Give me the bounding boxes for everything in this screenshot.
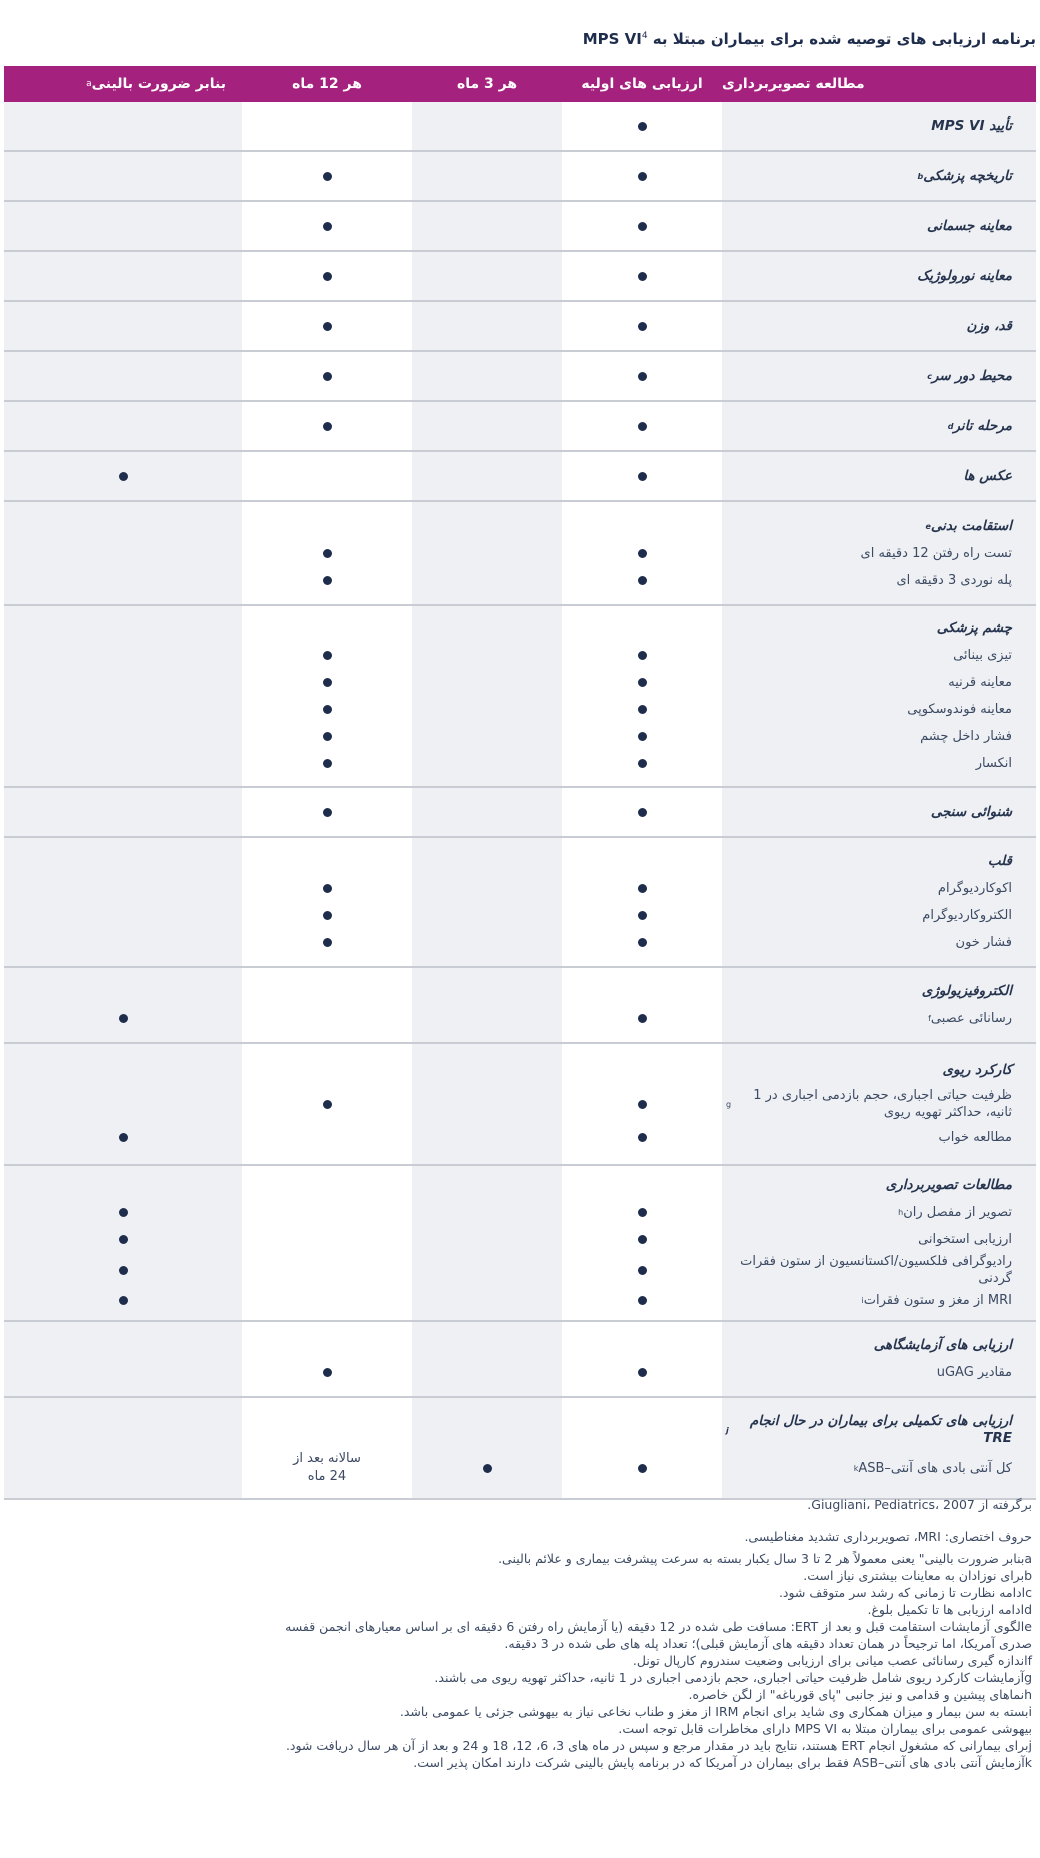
assessment-label — [722, 1253, 1036, 1287]
cell-initial — [562, 911, 722, 920]
table-row — [4, 838, 1036, 968]
bullet-dot-icon — [323, 549, 332, 558]
bullet-dot-icon — [638, 1014, 647, 1023]
assessment-line — [4, 1226, 1036, 1253]
assessment-label — [722, 368, 1036, 385]
assessment-label — [722, 418, 1036, 435]
footnote: jبرای بیمارانی که مشغول انجام ERT هستند، نتایج باید در مقدار مرجع و سپس در ماه های 3، 6، 12، 18 و 24 و بعد از آن هر سال دریافت شود. — [285, 1738, 1032, 1753]
table-row — [4, 302, 1036, 352]
bullet-dot-icon — [638, 1266, 647, 1275]
assessment-line — [4, 263, 1036, 290]
bullet-dot-icon — [119, 1235, 128, 1244]
bullet-dot-icon — [119, 472, 128, 481]
assessment-label — [722, 268, 1036, 285]
footnote: hنماهای پیشین و قدامی و نیز جانبی "پای قورباغه" از لگن خاصره. — [688, 1687, 1032, 1702]
assessment-label — [722, 620, 1036, 637]
assessment-line — [4, 1450, 1036, 1486]
assessment-label — [722, 1292, 1036, 1309]
footnote-marker: g — [726, 1099, 732, 1109]
assessment-label-text: محیط دور سر — [931, 367, 1012, 384]
footnote-marker: d — [947, 421, 954, 431]
assessment-label-text: ارزیابی های تکمیلی برای بیماران در حال انجام TRE — [749, 1413, 1012, 1446]
footnote: kآزمایش آنتی بادی های آنتی–ASB فقط برای بیماران در آمریکا که در برنامه پایش بالینی شرکت دارند امکان پذیر است. — [413, 1755, 1032, 1770]
assessment-label — [722, 1231, 1036, 1248]
assessment-label-text: کارکرد ریوی — [942, 1062, 1012, 1078]
bullet-dot-icon — [323, 759, 332, 768]
assessment-label-text: فشار خون — [955, 935, 1012, 950]
cell-clinical-need — [4, 1014, 242, 1023]
cell-clinical-need — [4, 1235, 242, 1244]
assessment-label-text: تأیید MPS VI — [931, 117, 1012, 134]
group-header — [4, 1332, 1036, 1359]
assessment-label — [722, 1087, 1036, 1121]
table-row — [4, 1398, 1036, 1500]
assessment-label-text: چشم پزشکی — [936, 620, 1012, 636]
cell-initial — [562, 1133, 722, 1142]
assessment-label — [722, 1129, 1036, 1146]
assessment-label — [722, 755, 1036, 772]
assessment-label-text: الکتروکاردیوگرام — [922, 908, 1012, 923]
assessment-label — [722, 168, 1036, 185]
cell-12-months — [242, 576, 412, 585]
cell-12-months — [242, 272, 412, 281]
assessment-label-text: انکسار — [975, 756, 1012, 771]
assessment-line — [4, 1287, 1036, 1314]
bullet-dot-icon — [323, 172, 332, 181]
footnote: bبرای نوزادان به معاینات بیشتری نیاز است. — [803, 1568, 1032, 1583]
assessment-label — [722, 880, 1036, 897]
group-header — [4, 615, 1036, 642]
cell-12-months — [242, 938, 412, 947]
bullet-dot-icon — [638, 576, 647, 585]
cell-initial — [562, 222, 722, 231]
cell-12-months — [242, 911, 412, 920]
assessment-label — [722, 118, 1036, 135]
footnote: fاندازه گیری رسانائی عصب میانی برای ارزیابی وضعیت سندروم کارپال تونل. — [632, 1653, 1032, 1668]
bullet-dot-icon — [119, 1266, 128, 1275]
cell-initial — [562, 808, 722, 817]
assessment-label — [722, 728, 1036, 745]
bullet-dot-icon — [638, 911, 647, 920]
bullet-dot-icon — [119, 1296, 128, 1305]
assessment-label — [722, 218, 1036, 235]
bullet-dot-icon — [638, 759, 647, 768]
assessment-label-text: الکتروفیزیولوژی — [921, 983, 1012, 999]
cell-initial — [562, 1100, 722, 1109]
cell-12-months — [242, 884, 412, 893]
cell-clinical-need — [4, 1133, 242, 1142]
assessment-label — [722, 983, 1036, 1000]
cell-clinical-need — [4, 1208, 242, 1217]
assessment-line — [4, 163, 1036, 190]
assessment-line — [4, 902, 1036, 929]
group-header — [4, 1057, 1036, 1084]
bullet-dot-icon — [323, 911, 332, 920]
cell-initial — [562, 322, 722, 331]
footnote-marker: c — [927, 371, 932, 381]
table-row — [4, 1322, 1036, 1398]
assessment-label — [722, 545, 1036, 562]
col-every-3-months: هر 3 ماه — [456, 76, 518, 92]
bullet-dot-icon — [638, 422, 647, 431]
annual-after-24-months-note: سالانه بعد از 24 ماه — [293, 1451, 361, 1484]
table-row — [4, 352, 1036, 402]
bullet-dot-icon — [323, 422, 332, 431]
footnote: بیهوشی عمومی برای بیماران مبتلا به MPS VI دارای مخاطرات قابل توجه است. — [618, 1721, 1032, 1736]
cell-12-months — [242, 172, 412, 181]
assessment-line — [4, 567, 1036, 594]
cell-12-months — [242, 732, 412, 741]
bullet-dot-icon — [483, 1464, 492, 1473]
col-initial-assessment: ارزیابی های اولیه — [581, 76, 703, 92]
cell-12-months — [242, 651, 412, 660]
cell-12-months — [242, 1450, 412, 1486]
title-text: برنامه ارزیابی های توصیه شده برای بیماران مبتلا به MPS VI — [582, 30, 1036, 48]
footnote-list — [8, 1550, 1032, 1771]
source-note: برگرفته از Giugliani، Pediatrics، 2007. — [807, 1497, 1032, 1512]
footnote: eالگوی آزمایشات استقامت قبل و بعد از ERT: مسافت طی شده در 12 دقیقه (یا آزمایش راه رفتن 6 دقیقه ای بر اساس معیارهای انجمن قفسه — [285, 1619, 1032, 1634]
assessment-line — [4, 669, 1036, 696]
table-row — [4, 152, 1036, 202]
bullet-dot-icon — [638, 938, 647, 947]
assessment-label — [722, 804, 1036, 821]
cell-initial — [562, 549, 722, 558]
bullet-dot-icon — [119, 1208, 128, 1217]
bullet-dot-icon — [638, 1235, 647, 1244]
cell-clinical-need — [4, 472, 242, 481]
cell-initial — [562, 372, 722, 381]
bullet-dot-icon — [638, 372, 647, 381]
assessment-line — [4, 1084, 1036, 1124]
cell-initial — [562, 732, 722, 741]
assessment-label — [722, 674, 1036, 691]
assessment-label — [722, 1337, 1036, 1354]
assessment-label — [722, 318, 1036, 335]
cell-initial — [562, 678, 722, 687]
cell-clinical-need — [4, 1266, 242, 1275]
bullet-dot-icon — [323, 808, 332, 817]
page-title — [6, 30, 1036, 48]
bullet-dot-icon — [638, 884, 647, 893]
cell-clinical-need — [4, 1296, 242, 1305]
assessment-line — [4, 929, 1036, 956]
assessment-label — [722, 1364, 1036, 1381]
table-row — [4, 502, 1036, 606]
table-row — [4, 1166, 1036, 1322]
footnote: gآزمایشات کارکرد ریوی شامل ظرفیت حیاتی اجباری، حجم بازدمی اجباری در 1 ثانیه، حداکثر تهویه ریوی می باشند. — [434, 1670, 1032, 1685]
bullet-dot-icon — [323, 322, 332, 331]
cell-12-months — [242, 678, 412, 687]
assessment-label-text: قد، وزن — [966, 317, 1012, 334]
cell-12-months — [242, 808, 412, 817]
table-row — [4, 606, 1036, 788]
assessment-label — [722, 701, 1036, 718]
assessment-label-text: اکوکاردیوگرام — [937, 881, 1012, 896]
assessment-line — [4, 1199, 1036, 1226]
bullet-dot-icon — [119, 1014, 128, 1023]
assessment-line — [4, 1359, 1036, 1386]
bullet-dot-icon — [638, 122, 647, 131]
assessment-label-text: ظرفیت حیاتی اجباری، حجم بازدمی اجباری در 1 ثانیه، حداکثر تهویه ریوی — [753, 1088, 1012, 1120]
assessment-line — [4, 1253, 1036, 1287]
assessment-label-text: رسانائی عصبی — [930, 1011, 1012, 1026]
bullet-dot-icon — [323, 222, 332, 231]
bullet-dot-icon — [638, 1464, 647, 1473]
assessment-label-text: مقادیر uGAG — [936, 1365, 1012, 1380]
bullet-dot-icon — [638, 272, 647, 281]
assessment-label — [722, 572, 1036, 589]
assessment-label-text: تصویر از مفصل ران — [903, 1205, 1012, 1220]
bullet-dot-icon — [638, 808, 647, 817]
footnotes — [8, 1496, 1032, 1771]
assessment-label-text: معاینه نورولوژیک — [917, 267, 1012, 284]
bullet-dot-icon — [638, 222, 647, 231]
cell-initial — [562, 884, 722, 893]
bullet-dot-icon — [638, 1208, 647, 1217]
cell-12-months — [242, 222, 412, 231]
cell-12-months — [242, 705, 412, 714]
assessment-label — [722, 853, 1036, 870]
footnote-marker: b — [917, 171, 924, 181]
cell-initial — [562, 1235, 722, 1244]
footnote: aبنابر ضرورت بالینی" یعنی معمولاً هر 2 تا 3 سال یکبار بسته به سرعت پیشرفت بیماری و علائم بالینی. — [498, 1551, 1032, 1566]
table-row — [4, 202, 1036, 252]
col-clinical-need-sup: a — [86, 79, 92, 89]
table-body — [4, 102, 1036, 1500]
bullet-dot-icon — [638, 1368, 647, 1377]
cell-initial — [562, 272, 722, 281]
assessment-label-text: مطالعات تصویربرداری — [885, 1177, 1012, 1193]
bullet-dot-icon — [323, 1100, 332, 1109]
footnote-marker: f — [928, 1014, 931, 1023]
bullet-dot-icon — [638, 1100, 647, 1109]
cell-12-months — [242, 422, 412, 431]
col-every-12-months: هر 12 ماه — [292, 76, 362, 92]
bullet-dot-icon — [119, 1133, 128, 1142]
cell-12-months — [242, 1100, 412, 1109]
col-clinical-need-label: بنابر ضرورت بالینی — [91, 76, 226, 92]
assessment-label-text: تیزی بینائی — [953, 648, 1012, 663]
assessment-label-text: MRI از مغز و ستون فقرات — [863, 1293, 1012, 1308]
bullet-dot-icon — [638, 651, 647, 660]
assessment-line — [4, 463, 1036, 490]
group-header — [4, 1410, 1036, 1450]
footnote-marker: k — [853, 1463, 859, 1473]
assessment-line — [4, 213, 1036, 240]
bullet-dot-icon — [638, 472, 647, 481]
col-clinical-need — [4, 66, 242, 102]
cell-initial — [562, 1296, 722, 1305]
footnote: صدری آمریکا، اما ترجیحاً در همان تعداد دقیقه های آزمایش قبلی)؛ تعداد پله های طی شده در 3 دقیقه. — [504, 1636, 1032, 1651]
cell-initial — [562, 576, 722, 585]
assessment-label-text: تست راه رفتن 12 دقیقه ای — [860, 545, 1012, 561]
cell-3-months — [412, 1464, 562, 1473]
bullet-dot-icon — [638, 1296, 647, 1305]
assessment-label-text: شنوائی سنجی — [930, 803, 1012, 820]
cell-initial — [562, 122, 722, 131]
cell-initial — [562, 1464, 722, 1473]
bullet-dot-icon — [323, 678, 332, 687]
cell-initial — [562, 759, 722, 768]
bullet-dot-icon — [323, 732, 332, 741]
bullet-dot-icon — [638, 678, 647, 687]
assessment-label — [722, 1413, 1036, 1447]
footnote: iبسته به سن بیمار و میزان همکاری وی شاید برای انجام IRM از مغز و طناب نخاعی نیاز به بیهوشی جزئی یا عمومی باشد. — [399, 1704, 1032, 1719]
bullet-dot-icon — [323, 372, 332, 381]
bullet-dot-icon — [323, 651, 332, 660]
assessment-label — [722, 1010, 1036, 1027]
table-header — [4, 66, 1036, 102]
cell-12-months — [242, 322, 412, 331]
assessment-label-text: تاریخچه پزشکی — [923, 167, 1012, 184]
bullet-dot-icon — [638, 322, 647, 331]
bullet-dot-icon — [638, 549, 647, 558]
assessment-label-text: ارزیابی استخوانی — [918, 1232, 1012, 1247]
group-header — [4, 848, 1036, 875]
assessment-label-text: مطالعه خواب — [938, 1130, 1012, 1145]
assessment-line — [4, 642, 1036, 669]
cell-initial — [562, 651, 722, 660]
assessment-line — [4, 540, 1036, 567]
bullet-dot-icon — [323, 1368, 332, 1377]
assessment-label — [722, 1177, 1036, 1194]
assessment-label — [722, 1062, 1036, 1079]
footnote: dادامه ارزیابی ها تا تکمیل بلوغ. — [867, 1602, 1032, 1617]
assessment-line — [4, 696, 1036, 723]
assessment-line — [4, 750, 1036, 777]
cell-initial — [562, 1208, 722, 1217]
cell-initial — [562, 1266, 722, 1275]
assessment-line — [4, 723, 1036, 750]
assessment-line — [4, 1005, 1036, 1032]
assessment-line — [4, 363, 1036, 390]
bullet-dot-icon — [638, 172, 647, 181]
group-header — [4, 978, 1036, 1005]
assessment-label-text: رادیوگرافی فلکسیون/اکستانسیون از ستون فقرات گردنی — [740, 1254, 1012, 1286]
assessment-label — [722, 647, 1036, 664]
cell-12-months — [242, 1368, 412, 1377]
group-header — [4, 513, 1036, 540]
bullet-dot-icon — [638, 1133, 647, 1142]
bullet-dot-icon — [638, 732, 647, 741]
assessment-line — [4, 1124, 1036, 1151]
assessment-label-text: استقامت بدنی — [930, 517, 1012, 534]
assessment-label — [722, 468, 1036, 485]
assessment-line — [4, 413, 1036, 440]
footnote: cادامه نظارت تا زمانی که رشد سر متوقف شود. — [778, 1585, 1032, 1600]
assessment-label-text: ارزیابی های آزمایشگاهی — [873, 1337, 1012, 1353]
cell-initial — [562, 172, 722, 181]
footnote-marker: e — [925, 521, 931, 531]
cell-12-months — [242, 372, 412, 381]
assessment-line — [4, 799, 1036, 826]
table-row — [4, 968, 1036, 1044]
abbreviations-note: حروف اختصاری: MRI، تصویربرداری تشدید مغناطیسی. — [744, 1529, 1032, 1544]
table-row — [4, 788, 1036, 838]
assessment-label — [722, 1460, 1036, 1477]
col-imaging-study: مطالعه تصویربرداری — [722, 76, 865, 92]
assessment-label — [722, 518, 1036, 535]
bullet-dot-icon — [323, 576, 332, 585]
cell-initial — [562, 422, 722, 431]
table-row — [4, 252, 1036, 302]
cell-initial — [562, 705, 722, 714]
cell-12-months — [242, 759, 412, 768]
table-row — [4, 1044, 1036, 1166]
footnote-marker: j — [726, 1425, 729, 1435]
assessment-label-text: مرحله تانر — [953, 417, 1012, 434]
assessment-label-text: فشار داخل چشم — [920, 729, 1012, 744]
cell-12-months — [242, 549, 412, 558]
assessment-line — [4, 313, 1036, 340]
cell-initial — [562, 1368, 722, 1377]
assessment-label-text: قلب — [987, 853, 1012, 869]
title-superscript: 4 — [641, 31, 648, 41]
bullet-dot-icon — [323, 272, 332, 281]
assessment-label-text: معاینه جسمانی — [927, 217, 1012, 234]
group-header — [4, 1172, 1036, 1199]
bullet-dot-icon — [323, 705, 332, 714]
bullet-dot-icon — [323, 938, 332, 947]
cell-initial — [562, 938, 722, 947]
assessment-line — [4, 875, 1036, 902]
table-row — [4, 102, 1036, 152]
assessment-table — [4, 66, 1036, 1500]
assessment-label — [722, 907, 1036, 924]
assessment-label-text: عکس ها — [963, 467, 1012, 484]
assessment-label — [722, 1204, 1036, 1221]
cell-initial — [562, 1014, 722, 1023]
footnote-marker: i — [861, 1296, 864, 1305]
assessment-label-text: معاینه فوندوسکوپی — [907, 702, 1012, 717]
assessment-label-text: کل آنتی بادی های آنتی–ASB — [858, 1460, 1012, 1476]
assessment-label-text: پله نوردی 3 دقیقه ای — [896, 572, 1012, 588]
table-row — [4, 452, 1036, 502]
assessment-label-text: معاینه قرنیه — [948, 675, 1012, 690]
cell-initial — [562, 472, 722, 481]
assessment-label — [722, 934, 1036, 951]
bullet-dot-icon — [638, 705, 647, 714]
bullet-dot-icon — [323, 884, 332, 893]
assessment-line — [4, 113, 1036, 140]
footnote-marker: h — [898, 1208, 904, 1217]
table-row — [4, 402, 1036, 452]
